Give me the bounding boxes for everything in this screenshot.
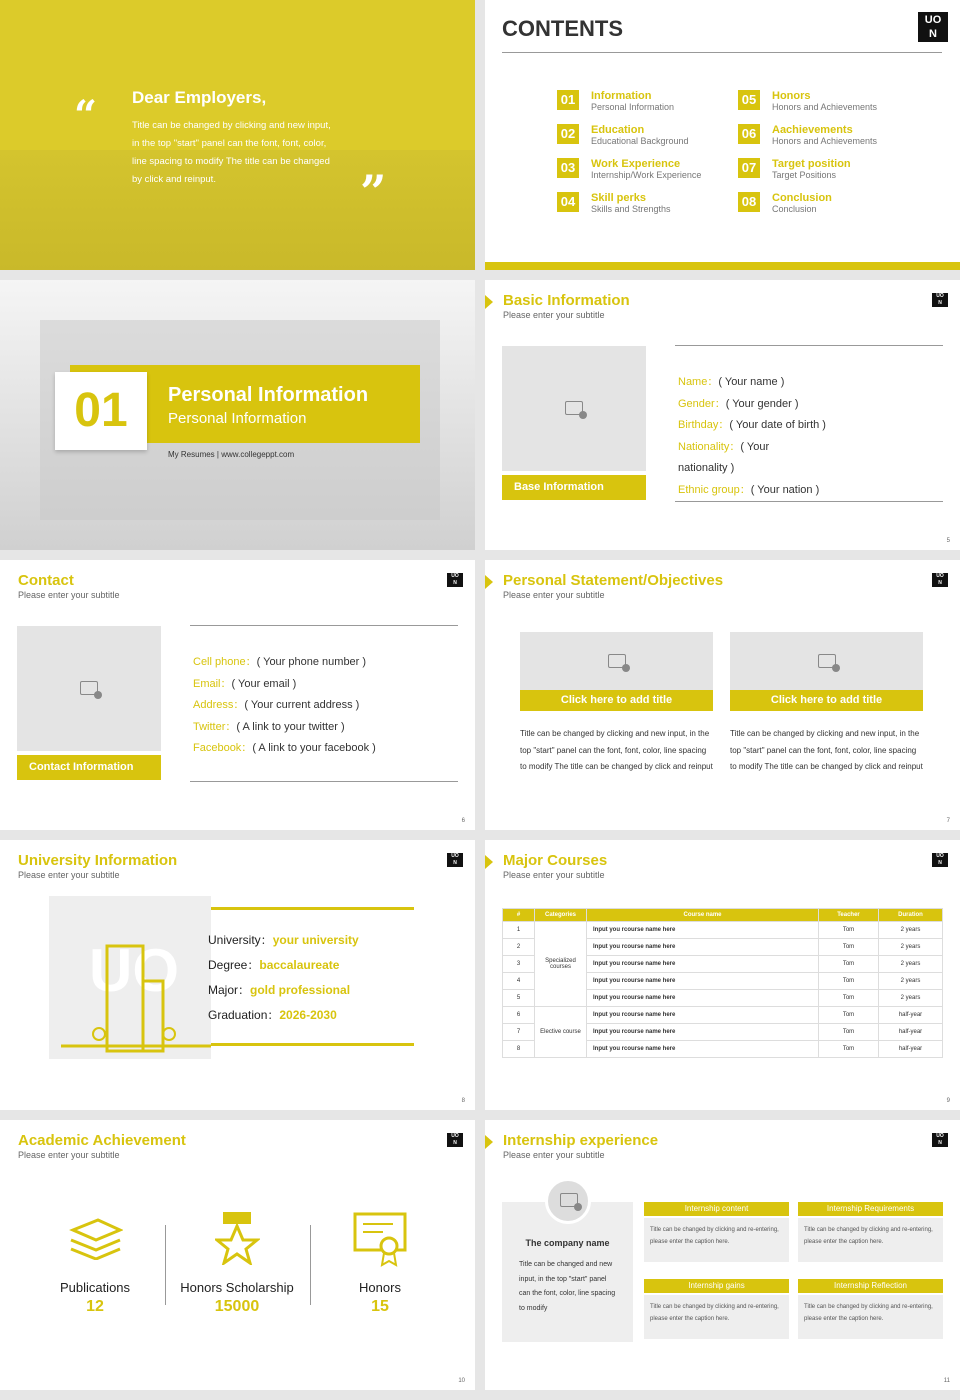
row-number: 3 (503, 956, 535, 973)
basic-info-list (678, 372, 826, 501)
contents-text (591, 192, 671, 215)
duration-cell: half-year (879, 1041, 943, 1058)
contents-item-title: Conclusion (772, 192, 832, 204)
university-list (208, 928, 359, 1028)
category-cell: Elective course (535, 1007, 587, 1058)
contents-item-subtitle: Conclusion (772, 204, 817, 214)
logo-icon: UO N (932, 1133, 948, 1147)
contents-item-subtitle: Personal Information (591, 102, 675, 112)
row-number: 8 (503, 1041, 535, 1058)
info-row (193, 717, 376, 739)
university-row (208, 978, 359, 1003)
course-cell[interactable]: Input you rcourse name here (587, 922, 819, 939)
slide-basic-info (485, 280, 960, 550)
row-number: 4 (503, 973, 535, 990)
achievement-label: Publications (59, 1280, 131, 1295)
duration-cell: 2 years (879, 973, 943, 990)
image-icon (565, 401, 583, 415)
duration-cell: 2 years (879, 939, 943, 956)
contents-item[interactable] (738, 192, 918, 215)
contents-title: CONTENTS (502, 16, 623, 41)
slide-cover-letter (0, 0, 475, 270)
section-title: Personal Information (168, 384, 369, 406)
info-value[interactable]: ( Your (740, 440, 770, 453)
slide-subtitle: Please enter your subtitle (503, 310, 605, 320)
duration-cell: half-year (879, 1007, 943, 1024)
info-row (678, 394, 826, 416)
university-label: University： (208, 933, 273, 947)
slide-section-cover (0, 280, 475, 550)
contents-number: 08 (738, 192, 760, 212)
title-arrow-icon (485, 575, 493, 589)
contents-item-subtitle: Internship/Work Experience (591, 170, 702, 180)
university-value[interactable]: 2026-2030 (279, 1008, 337, 1022)
logo-icon: UO N (932, 853, 948, 867)
internship-box-text: Title can be changed by clicking and re-entering, please enter the caption here. (798, 1218, 943, 1262)
row-number: 6 (503, 1007, 535, 1024)
info-value[interactable]: ( Your email ) (231, 677, 297, 690)
contents-item[interactable] (557, 158, 737, 181)
contents-item[interactable] (738, 90, 918, 113)
slide-subtitle: Please enter your subtitle (18, 590, 120, 600)
contents-number: 02 (557, 124, 579, 144)
info-value[interactable]: ( Your date of birth ) (729, 419, 826, 431)
add-title-button[interactable]: Click here to add title (730, 690, 923, 711)
contents-text (591, 90, 674, 113)
contents-item[interactable] (557, 90, 737, 113)
teacher-cell: Tom (819, 990, 879, 1007)
company-name: The company name (525, 1238, 610, 1248)
course-cell[interactable]: Input you rcourse name here (587, 973, 819, 990)
cover-heading: Dear Employers, (132, 88, 267, 107)
info-label: Nationality： (678, 440, 741, 453)
info-label: Birthday： (678, 419, 730, 431)
university-row (208, 953, 359, 978)
row-number: 2 (503, 939, 535, 956)
svg-text:UO: UO (89, 937, 179, 1004)
contents-item-title: Work Experience (591, 158, 681, 170)
contents-item-title: Education (591, 124, 645, 136)
open-quote-icon: “ (74, 92, 98, 139)
slide-title: Basic Information (503, 292, 630, 309)
teacher-cell: Tom (819, 973, 879, 990)
slide-internship (485, 1120, 960, 1390)
info-row (678, 437, 826, 459)
slide-subtitle: Please enter your subtitle (503, 590, 605, 600)
image-icon (80, 681, 98, 695)
medal-star-icon (215, 1210, 260, 1265)
contents-item-subtitle: Educational Background (591, 136, 689, 146)
table-row (503, 1007, 943, 1024)
university-label: Graduation： (208, 1008, 280, 1022)
internship-box-text: Title can be changed by clicking and re-entering, please enter the caption here. (798, 1295, 943, 1339)
internship-box-title[interactable]: Internship Reflection (798, 1279, 943, 1293)
column-header: Course name (587, 909, 819, 922)
contents-number: 05 (738, 90, 760, 110)
internship-box-title[interactable]: Internship content (644, 1202, 789, 1216)
course-cell[interactable]: Input you rcourse name here (587, 939, 819, 956)
slide-contact (0, 560, 475, 830)
university-value[interactable]: gold professional (250, 983, 351, 997)
slide-title: Major Courses (503, 852, 608, 869)
info-row (678, 372, 826, 394)
duration-cell: 2 years (879, 990, 943, 1007)
slide-contents (485, 0, 960, 270)
category-cell: Specialized courses (535, 922, 587, 1007)
teacher-cell: Tom (819, 922, 879, 939)
info-label: Twitter： (193, 720, 237, 733)
info-row (193, 695, 376, 717)
column-header: Categories (535, 909, 587, 922)
add-title-button[interactable]: Click here to add title (520, 690, 713, 711)
internship-box-title[interactable]: Internship Requirements (798, 1202, 943, 1216)
close-quote-icon: ” (360, 165, 387, 219)
teacher-cell: Tom (819, 1024, 879, 1041)
contact-list (193, 652, 376, 760)
achievement-value: 15 (371, 1298, 389, 1315)
contents-item[interactable] (557, 192, 737, 215)
contents-number: 01 (557, 90, 579, 110)
photo-caption: Contact Information (17, 755, 161, 780)
title-arrow-icon (485, 295, 493, 309)
info-row (193, 674, 376, 696)
row-number: 5 (503, 990, 535, 1007)
teacher-cell: Tom (819, 1007, 879, 1024)
row-number: 1 (503, 922, 535, 939)
internship-box-text: Title can be changed by clicking and re-entering, please enter the caption here. (644, 1295, 789, 1339)
page-number: 5 (946, 538, 950, 544)
row-number: 7 (503, 1024, 535, 1041)
teacher-cell: Tom (819, 956, 879, 973)
logo-icon: UO N (932, 573, 948, 587)
slide-title: Contact (18, 572, 74, 589)
slide-university-info (0, 840, 475, 1110)
contents-item-subtitle: Honors and Achievements (772, 136, 878, 146)
statement-text: Title can be changed by clicking and new input, in the top "start" panel can the font, font, color, line spacing to modify The title can be changed by click and reinput (520, 729, 713, 771)
contents-item-title: Target position (772, 158, 851, 170)
logo-icon: UO N (932, 293, 948, 307)
teacher-cell: Tom (819, 939, 879, 956)
contents-item-title: Aachievements (772, 124, 853, 136)
info-label: Name： (678, 376, 719, 388)
info-value[interactable]: ( A link to your twitter ) (236, 720, 345, 733)
achievement-value: 12 (86, 1298, 104, 1315)
contents-text (591, 158, 701, 181)
info-label: Email： (193, 677, 232, 690)
courses-table (502, 908, 943, 1058)
course-cell[interactable]: Input you rcourse name here (587, 1007, 819, 1024)
page-number: 10 (458, 1378, 465, 1384)
internship-box-text: Title can be changed by clicking and re-entering, please enter the caption here. (644, 1218, 789, 1262)
photo-caption: Base Information (502, 475, 646, 500)
contents-item-subtitle: Honors and Achievements (772, 102, 878, 112)
title-arrow-icon (485, 855, 493, 869)
slide-title: University Information (18, 852, 178, 869)
contents-text (772, 158, 851, 181)
internship-box-title[interactable]: Internship gains (644, 1279, 789, 1293)
slide-subtitle: Please enter your subtitle (503, 1150, 605, 1160)
info-value[interactable]: ( Your phone number ) (256, 656, 367, 668)
contents-item-subtitle: Skills and Strengths (591, 204, 671, 214)
column-header: Duration (879, 909, 943, 922)
column-header: # (503, 909, 535, 922)
contents-number: 06 (738, 124, 760, 144)
course-cell[interactable]: Input you rcourse name here (587, 1041, 819, 1058)
university-value[interactable]: your university (272, 933, 359, 947)
table-row (503, 922, 943, 939)
contents-number: 04 (557, 192, 579, 212)
contents-item-title: Skill perks (591, 192, 647, 204)
contents-item[interactable] (738, 158, 918, 181)
table-header (503, 909, 943, 922)
logo-icon: UO N (447, 573, 463, 587)
slide-major-courses (485, 840, 960, 1110)
cover-body: Title can be changed by clicking and new input, in the top "start" panel can the font, font, color, line spacing to modify The title can be changed by click and reinput. (132, 120, 331, 185)
info-row (678, 415, 826, 437)
university-label: Major： (208, 983, 251, 997)
contents-item[interactable] (557, 124, 737, 147)
contents-text (772, 192, 832, 215)
contents-text (772, 90, 877, 113)
info-label: Ethnic group： (678, 483, 751, 496)
info-label: Address： (193, 699, 245, 711)
achievement-label: Honors (359, 1280, 401, 1295)
image-icon (608, 654, 626, 668)
duration-cell: half-year (879, 1024, 943, 1041)
info-label: Cell phone： (193, 656, 257, 668)
slide-title: Personal Statement/Objectives (503, 572, 724, 589)
contents-item-title: Information (591, 90, 652, 102)
slide-academic-achievement (0, 1120, 475, 1390)
university-row (208, 1003, 359, 1028)
contents-text (772, 124, 877, 147)
contents-item[interactable] (738, 124, 918, 147)
slide-subtitle: Please enter your subtitle (503, 870, 605, 880)
company-text: Title can be changed and new input, in the top "start" panel can the font, color, line spacing to modify (519, 1261, 616, 1312)
slide-subtitle: Please enter your subtitle (18, 870, 120, 880)
info-row (678, 458, 826, 480)
page-number: 6 (461, 818, 465, 824)
section-number: 01 (55, 372, 147, 450)
duration-cell: 2 years (879, 922, 943, 939)
page-number: 7 (946, 818, 950, 824)
logo-icon: UO N (447, 853, 463, 867)
contents-item-title: Honors (772, 90, 811, 102)
info-value[interactable]: ( Your current address ) (244, 699, 360, 711)
info-value[interactable]: ( Your nation ) (750, 483, 820, 496)
course-cell[interactable]: Input you rcourse name here (587, 956, 819, 973)
info-value[interactable]: ( A link to your facebook ) (252, 742, 376, 754)
contents-text (591, 124, 689, 147)
image-icon (818, 654, 836, 668)
university-row (208, 928, 359, 953)
title-arrow-icon (485, 1135, 493, 1149)
logo-icon: UO N (918, 12, 948, 42)
page-number: 11 (943, 1378, 950, 1384)
teacher-cell: Tom (819, 1041, 879, 1058)
slide-title: Academic Achievement (18, 1132, 186, 1149)
contents-number: 07 (738, 158, 760, 178)
section-footer: My Resumes | www.collegeppt.com (168, 450, 295, 459)
info-label: Gender： (678, 397, 726, 410)
info-value[interactable]: ( Your name ) (718, 376, 785, 388)
university-value[interactable]: baccalaureate (259, 958, 340, 972)
page-number: 8 (461, 1098, 465, 1104)
course-cell[interactable]: Input you rcourse name here (587, 1024, 819, 1041)
column-header: Teacher (819, 909, 879, 922)
logo-icon: UO N (447, 1133, 463, 1147)
info-row (678, 480, 826, 502)
info-label: Facebook： (193, 742, 253, 754)
page-number: 9 (946, 1098, 950, 1104)
info-row (193, 738, 376, 760)
certificate-icon (353, 1212, 408, 1267)
contents-number: 03 (557, 158, 579, 178)
achievement-label: Honors Scholarship (180, 1280, 294, 1295)
image-icon (560, 1193, 578, 1207)
achievement-value: 15000 (214, 1298, 260, 1315)
section-subtitle: Personal Information (168, 410, 307, 427)
slide-subtitle: Please enter your subtitle (18, 1150, 120, 1160)
contents-item-subtitle: Target Positions (772, 170, 837, 180)
building-illustration (49, 896, 211, 1059)
course-cell[interactable]: Input you rcourse name here (587, 990, 819, 1007)
statement-text: Title can be changed by clicking and new input, in the top "start" panel can the font, font, color, line spacing to modify The title can be changed by click and reinput (730, 729, 923, 771)
info-row (193, 652, 376, 674)
books-icon (68, 1215, 123, 1260)
slide-personal-statement (485, 560, 960, 830)
info-value[interactable]: nationality ) (678, 462, 735, 474)
university-label: Degree： (208, 958, 260, 972)
info-value[interactable]: ( Your gender ) (725, 397, 799, 410)
duration-cell: 2 years (879, 956, 943, 973)
slide-title: Internship experience (503, 1132, 659, 1149)
